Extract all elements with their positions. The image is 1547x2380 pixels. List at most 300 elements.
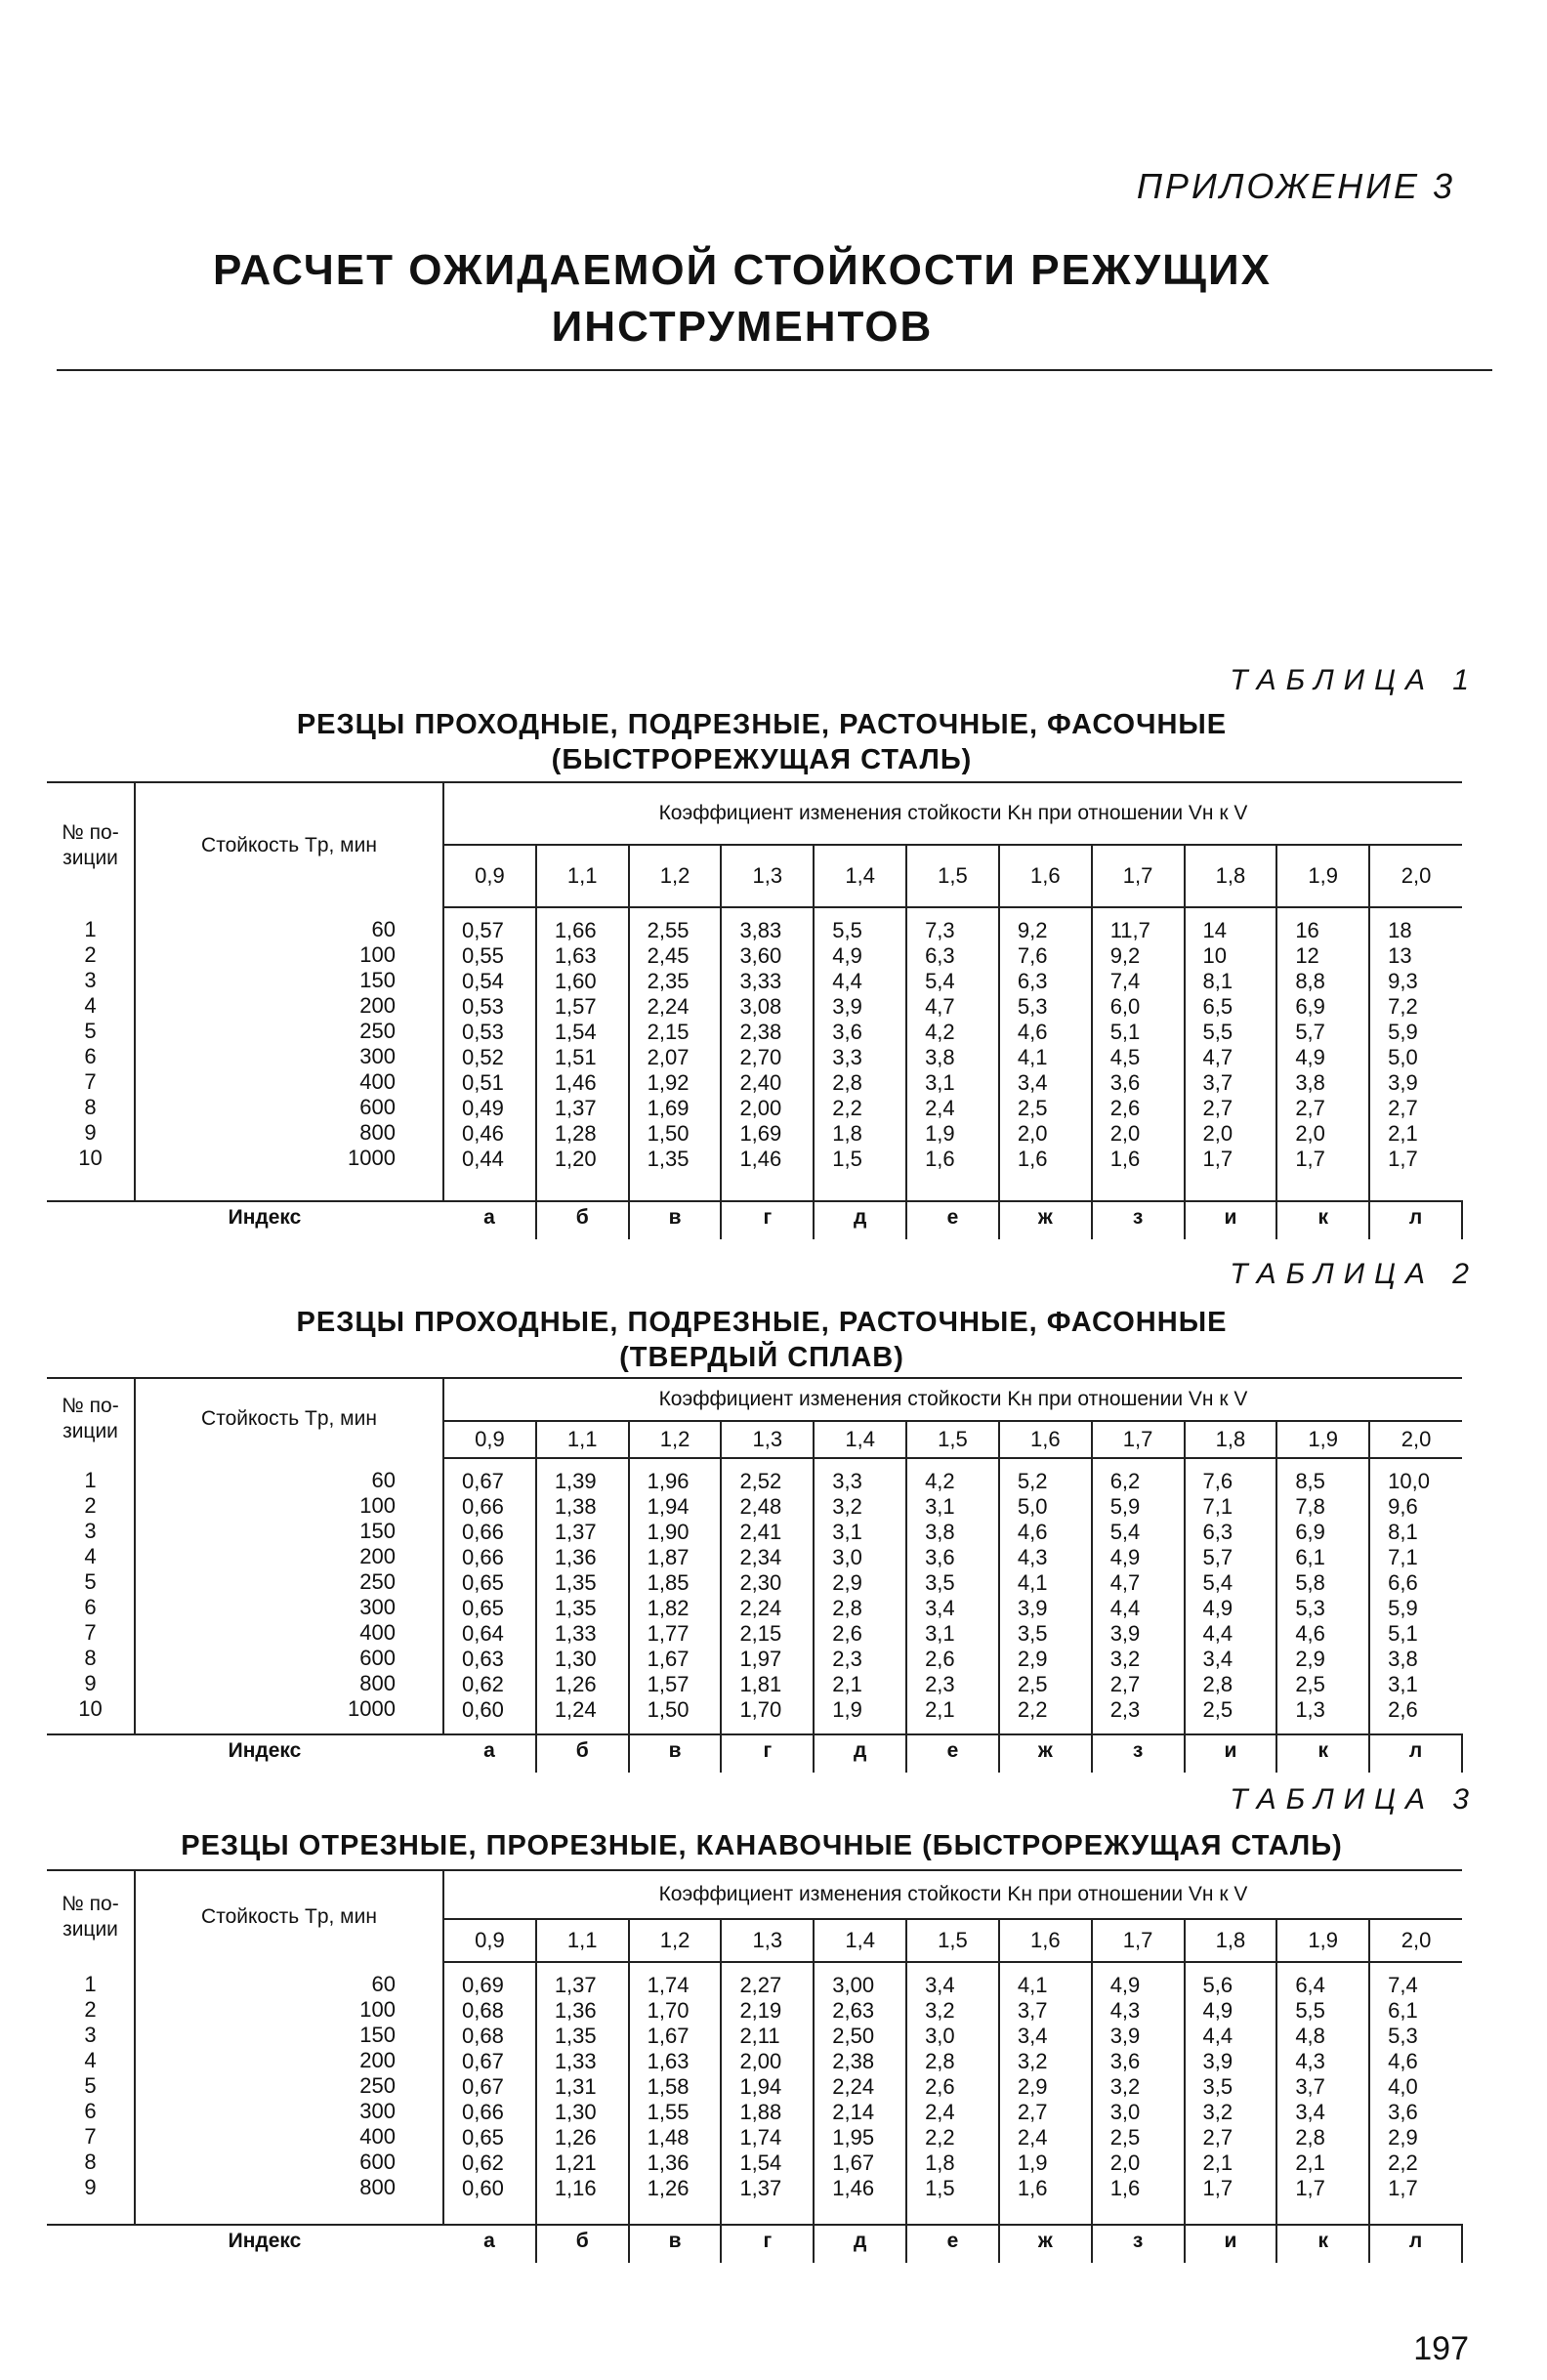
table-cell: 0,67 — [462, 2049, 504, 2073]
page-title-line-1: РАСЧЕТ ОЖИДАЕМОЙ СТОЙКОСТИ РЕЖУЩИХ — [213, 246, 1272, 294]
table-cell: 1,6 — [1017, 1147, 1048, 1171]
table-cell: 60 — [371, 917, 396, 941]
table-cell: 1,67 — [647, 2024, 690, 2048]
table-cell: 5,4 — [1109, 1520, 1141, 1544]
table-cell: 1,36 — [554, 1998, 597, 2023]
index-letter: д — [814, 1734, 906, 1773]
table-cell: 6,3 — [1202, 1520, 1233, 1544]
table-cell: 0,54 — [462, 969, 504, 993]
position-column — [47, 1962, 135, 2225]
table-cell: 4,5 — [1109, 1045, 1141, 1069]
index-letter: г — [721, 1734, 814, 1773]
table-cell: 2,8 — [1295, 2125, 1325, 2150]
table-cell: 4,4 — [1202, 1621, 1233, 1646]
index-letter: и — [1185, 1734, 1277, 1773]
table-cell: 1,85 — [647, 1570, 690, 1595]
table-cell: 1,46 — [739, 1147, 782, 1171]
table-cell: 1,63 — [554, 943, 597, 968]
col-header-position: № по- зиции — [47, 1870, 135, 1962]
table-cell: 1,67 — [647, 1647, 690, 1671]
index-letter: е — [906, 1201, 999, 1239]
table-cell: 1,39 — [554, 1469, 597, 1493]
table-cell: 1,57 — [647, 1672, 690, 1696]
coefficient-column — [1092, 907, 1185, 1201]
table-cell: 2,7 — [1017, 2100, 1048, 2124]
table-cell: 3,00 — [832, 1973, 875, 1997]
table-cell: 6,5 — [1202, 994, 1233, 1019]
table-cell: 5,5 — [1295, 1998, 1325, 2023]
table-grid — [47, 1377, 1463, 1773]
index-letter: а — [443, 1201, 536, 1239]
table-cell: 1,96 — [647, 1469, 690, 1493]
page-number: 197 — [1413, 2330, 1469, 2367]
table-cell: 7,6 — [1202, 1469, 1233, 1493]
ratio-header: 2,0 — [1369, 1421, 1462, 1458]
table-cell: 9,6 — [1388, 1494, 1418, 1519]
table-cell: 0,64 — [462, 1621, 504, 1646]
table-cell: 1,37 — [554, 1973, 597, 1997]
index-label: Индекс — [47, 2225, 443, 2263]
table-cell: 0,66 — [462, 1545, 504, 1569]
table-cell: 4,7 — [925, 994, 955, 1019]
table-cell: 5 — [84, 2073, 97, 2098]
table-cell: 1,55 — [647, 2100, 690, 2124]
col-header-position: № по- зиции — [47, 782, 135, 907]
table-cell: 4,9 — [1202, 1596, 1233, 1620]
table-cell: 7,1 — [1202, 1494, 1233, 1519]
table-cell: 2,8 — [925, 2049, 955, 2073]
table-cell: 300 — [359, 2099, 396, 2123]
table-cell: 2,55 — [647, 918, 690, 942]
table-cell: 3,6 — [832, 1020, 862, 1044]
position-column — [47, 1458, 135, 1734]
table-cell: 3,33 — [739, 969, 782, 993]
table-cell: 2,4 — [925, 2100, 955, 2124]
table-cell: 2,1 — [1202, 2150, 1233, 2175]
table-cell: 2,15 — [739, 1621, 782, 1646]
table-cell: 0,60 — [462, 2176, 504, 2200]
table-cell: 5,3 — [1295, 1596, 1325, 1620]
table-cell: 8,1 — [1202, 969, 1233, 993]
ratio-header: 1,9 — [1276, 1919, 1369, 1962]
table-cell: 4,6 — [1017, 1520, 1048, 1544]
table-cell: 1,9 — [1017, 2150, 1048, 2175]
table-cell: 0,65 — [462, 1596, 504, 1620]
table-cell: 3,7 — [1202, 1070, 1233, 1095]
index-letter: в — [629, 1734, 722, 1773]
ratio-header: 0,9 — [443, 845, 536, 907]
table-cell: 5 — [84, 1019, 97, 1043]
coefficient-column — [443, 907, 536, 1201]
table-cell: 100 — [359, 942, 396, 967]
table-cell: 0,60 — [462, 1697, 504, 1722]
table-cell: 8,1 — [1388, 1520, 1418, 1544]
table-cell: 5,7 — [1295, 1020, 1325, 1044]
table-cell: 4,9 — [1109, 1545, 1141, 1569]
ratio-header: 1,1 — [536, 1421, 629, 1458]
coefficient-column — [536, 907, 629, 1201]
table-cell: 7,4 — [1388, 1973, 1418, 1997]
ratio-header: 1,2 — [629, 1421, 722, 1458]
index-letter: к — [1276, 1201, 1369, 1239]
index-letter: л — [1369, 1201, 1462, 1239]
col-header-durability: Стойкость Tр, мин — [135, 1378, 443, 1458]
ratio-header: 1,3 — [721, 845, 814, 907]
table-cell: 4 — [84, 1544, 97, 1568]
table-cell: 3,5 — [1017, 1621, 1048, 1646]
ratio-header: 1,9 — [1276, 1421, 1369, 1458]
table-cell: 1,87 — [647, 1545, 690, 1569]
table-cell: 3 — [84, 1519, 97, 1543]
index-letter: г — [721, 2225, 814, 2263]
table-cell: 3,1 — [925, 1070, 955, 1095]
table-3-title: РЕЗЦЫ ОТРЕЗНЫЕ, ПРОРЕЗНЫЕ, КАНАВОЧНЫЕ (БЫСТРОРЕЖУЩАЯ СТАЛЬ) — [181, 1830, 1343, 1861]
table-cell: 10 — [78, 1146, 103, 1170]
table-cell: 4 — [84, 993, 97, 1018]
table-cell: 1 — [84, 1468, 97, 1492]
table-cell: 1,37 — [739, 2176, 782, 2200]
table-cell: 10 — [1202, 943, 1227, 968]
table-3-label: ТАБЛИЦА 3 — [1230, 1783, 1479, 1816]
ratio-header: 1,6 — [999, 845, 1092, 907]
table-cell: 3,3 — [832, 1469, 862, 1493]
table-cell: 5,3 — [1388, 2024, 1418, 2048]
table-cell: 3,7 — [1017, 1998, 1048, 2023]
table-cell: 7 — [84, 1069, 97, 1094]
table-cell: 3,1 — [832, 1520, 862, 1544]
ratio-header: 1,8 — [1185, 1421, 1277, 1458]
table-cell: 0,68 — [462, 1998, 504, 2023]
table-cell: 1,66 — [554, 918, 597, 942]
table-cell: 7,1 — [1388, 1545, 1418, 1569]
index-letter: е — [906, 1734, 999, 1773]
table-cell: 1,9 — [832, 1697, 862, 1722]
table-cell: 1,5 — [832, 1147, 862, 1171]
table-cell: 2,52 — [739, 1469, 782, 1493]
table-cell: 2,6 — [925, 2074, 955, 2099]
table-cell: 4,7 — [1202, 1045, 1233, 1069]
table-cell: 600 — [359, 2150, 396, 2174]
table-cell: 2,9 — [1017, 1647, 1048, 1671]
table-cell: 14 — [1202, 918, 1227, 942]
table-cell: 2,00 — [739, 2049, 782, 2073]
table-cell: 1,33 — [554, 1621, 597, 1646]
table-cell: 2,2 — [1017, 1697, 1048, 1722]
table-cell: 3,2 — [1202, 2100, 1233, 2124]
table-cell: 1,81 — [739, 1672, 782, 1696]
table-cell: 9,2 — [1017, 918, 1048, 942]
table-cell: 12 — [1295, 943, 1319, 968]
table-cell: 3,6 — [1109, 1070, 1141, 1095]
table-cell: 0,53 — [462, 1020, 504, 1044]
coefficient-column — [721, 907, 814, 1201]
table-cell: 3,9 — [832, 994, 862, 1019]
table-cell: 1,46 — [832, 2176, 875, 2200]
table-cell: 1,8 — [832, 1121, 862, 1146]
coefficient-column — [999, 1962, 1092, 2225]
table-cell: 4,1 — [1017, 1570, 1048, 1595]
table-cell: 4,3 — [1295, 2049, 1325, 2073]
table-cell: 1,67 — [832, 2150, 875, 2175]
table-cell: 6,9 — [1295, 994, 1325, 1019]
coefficient-column — [1369, 907, 1462, 1201]
table-cell: 0,69 — [462, 1973, 504, 1997]
table-cell: 1,70 — [647, 1998, 690, 2023]
table-cell: 6,9 — [1295, 1520, 1325, 1544]
coefficient-column — [1276, 1458, 1369, 1734]
col-header-durability: Стойкость Tр, мин — [135, 1870, 443, 1962]
table-cell: 2,8 — [1202, 1672, 1233, 1696]
table-cell: 3,8 — [925, 1045, 955, 1069]
table-cell: 7,2 — [1388, 994, 1418, 1019]
durability-column — [135, 907, 443, 1201]
table-cell: 4,1 — [1017, 1973, 1048, 1997]
table-cell: 1,6 — [1109, 2176, 1141, 2200]
ratio-header: 1,4 — [814, 845, 906, 907]
table-cell: 1,50 — [647, 1121, 690, 1146]
table-cell: 6,4 — [1295, 1973, 1325, 1997]
coefficient-column — [814, 1962, 906, 2225]
table-cell: 5,0 — [1017, 1494, 1048, 1519]
table-cell: 2,3 — [832, 1647, 862, 1671]
table-cell: 3,4 — [1017, 1070, 1048, 1095]
table-cell: 1,7 — [1202, 2176, 1233, 2200]
table-cell: 0,63 — [462, 1647, 504, 1671]
table-cell: 2,3 — [1109, 1697, 1141, 1722]
coefficient-column — [906, 907, 999, 1201]
table-cell: 1,26 — [554, 2125, 597, 2150]
coefficient-column — [1369, 1962, 1462, 2225]
table-cell: 2,15 — [647, 1020, 690, 1044]
index-label: Индекс — [47, 1201, 443, 1239]
table-cell: 3,6 — [1388, 2100, 1418, 2124]
table-cell: 5,3 — [1017, 994, 1048, 1019]
table-cell: 800 — [359, 2175, 396, 2199]
table-cell: 4,9 — [1109, 1973, 1141, 1997]
table-cell: 3,1 — [1388, 1672, 1418, 1696]
table-cell: 11,7 — [1109, 918, 1150, 942]
ratio-header: 1,7 — [1092, 845, 1185, 907]
table-cell: 0,53 — [462, 994, 504, 1019]
title-divider — [57, 369, 1492, 371]
table-cell: 2,9 — [832, 1570, 862, 1595]
table-cell: 1,35 — [554, 1570, 597, 1595]
table-cell: 2,1 — [1295, 2150, 1325, 2175]
table-cell: 3,8 — [925, 1520, 955, 1544]
table-cell: 3 — [84, 2023, 97, 2047]
table-cell: 3,4 — [1295, 2100, 1325, 2124]
table-cell: 1,6 — [925, 1147, 955, 1171]
table-cell: 3 — [84, 968, 97, 992]
table-cell: 2,5 — [1295, 1672, 1325, 1696]
table-cell: 2,24 — [739, 1596, 782, 1620]
table-cell: 1,20 — [554, 1147, 597, 1171]
ratio-header: 1,5 — [906, 1421, 999, 1458]
table-cell: 1,35 — [647, 1147, 690, 1171]
ratio-header: 1,1 — [536, 845, 629, 907]
table-cell: 2,8 — [832, 1596, 862, 1620]
table-cell: 1,46 — [554, 1070, 597, 1095]
table-cell: 1,26 — [647, 2176, 690, 2200]
table-cell: 1,26 — [554, 1672, 597, 1696]
table-cell: 200 — [359, 1544, 396, 1568]
table-cell: 3,8 — [1388, 1647, 1418, 1671]
table-cell: 5,0 — [1388, 1045, 1418, 1069]
table-cell: 2,0 — [1017, 1121, 1048, 1146]
table-cell: 18 — [1388, 918, 1412, 942]
table-cell: 200 — [359, 2048, 396, 2072]
table-cell: 1,6 — [1109, 1147, 1141, 1171]
table-cell: 0,67 — [462, 1469, 504, 1493]
table-cell: 1,31 — [554, 2074, 597, 2099]
index-letter: д — [814, 1201, 906, 1239]
table-cell: 0,52 — [462, 1045, 504, 1069]
table-cell: 8 — [84, 2150, 97, 2174]
table-cell: 2,45 — [647, 943, 690, 968]
table-cell: 0,67 — [462, 2074, 504, 2099]
table-cell: 4,7 — [1109, 1570, 1141, 1595]
table-cell: 1,94 — [647, 1494, 690, 1519]
table-cell: 3,5 — [925, 1570, 955, 1595]
table-cell: 800 — [359, 1671, 396, 1695]
table-cell: 1,16 — [554, 2176, 597, 2200]
table-cell: 1,30 — [554, 1647, 597, 1671]
table-cell: 4 — [84, 2048, 97, 2072]
table-cell: 1,33 — [554, 2049, 597, 2073]
index-letter: и — [1185, 2225, 1277, 2263]
table-cell: 1,57 — [554, 994, 597, 1019]
table-cell: 3,1 — [925, 1494, 955, 1519]
table-cell: 4,2 — [925, 1469, 955, 1493]
table-cell: 2,40 — [739, 1070, 782, 1095]
table-cell: 1,54 — [739, 2150, 782, 2175]
table-cell: 8 — [84, 1646, 97, 1670]
table-cell: 3,9 — [1109, 2024, 1141, 2048]
durability-column — [135, 1458, 443, 1734]
table-cell: 1,8 — [925, 2150, 955, 2175]
table-cell: 1,36 — [554, 1545, 597, 1569]
table-cell: 3,6 — [1109, 2049, 1141, 2073]
table-cell: 2,07 — [647, 1045, 690, 1069]
table-cell: 2,5 — [1202, 1697, 1233, 1722]
coefficient-column — [999, 1458, 1092, 1734]
table-grid — [47, 781, 1463, 1239]
table-cell: 0,51 — [462, 1070, 504, 1095]
index-letter: и — [1185, 1201, 1277, 1239]
table-cell: 3,4 — [1017, 2024, 1048, 2048]
table-cell: 2,41 — [739, 1520, 782, 1544]
coefficient-column — [906, 1458, 999, 1734]
table-cell: 7 — [84, 2124, 97, 2149]
table-cell: 2,4 — [925, 1096, 955, 1120]
index-letter: в — [629, 1201, 722, 1239]
table-cell: 1,82 — [647, 1596, 690, 1620]
table-cell: 8,5 — [1295, 1469, 1325, 1493]
table-cell: 0,65 — [462, 1570, 504, 1595]
table-cell: 2,0 — [1109, 2150, 1141, 2175]
table-cell: 1,38 — [554, 1494, 597, 1519]
table-cell: 2,1 — [925, 1697, 955, 1722]
table-cell: 3,2 — [925, 1998, 955, 2023]
coefficient-column — [1092, 1962, 1185, 2225]
table-cell: 1,9 — [925, 1121, 955, 1146]
table-cell: 800 — [359, 1120, 396, 1145]
table-cell: 2,24 — [832, 2074, 875, 2099]
table-cell: 9,2 — [1109, 943, 1141, 968]
ratio-header: 1,4 — [814, 1919, 906, 1962]
table-cell: 1,54 — [554, 1020, 597, 1044]
ratio-header: 1,7 — [1092, 1421, 1185, 1458]
table-cell: 5,9 — [1388, 1596, 1418, 1620]
table-cell: 1 — [84, 1972, 97, 1996]
table-cell: 0,49 — [462, 1096, 504, 1120]
table-cell: 4,9 — [832, 943, 862, 968]
table-cell: 1,37 — [554, 1096, 597, 1120]
table-cell: 1000 — [348, 1696, 396, 1721]
table-cell: 7 — [84, 1620, 97, 1645]
table-cell: 400 — [359, 2124, 396, 2149]
table-cell: 5,2 — [1017, 1469, 1048, 1493]
ratio-header: 1,2 — [629, 845, 722, 907]
table-cell: 5,9 — [1388, 1020, 1418, 1044]
table-cell: 1,88 — [739, 2100, 782, 2124]
coefficient-column — [1092, 1458, 1185, 1734]
table-cell: 1,60 — [554, 969, 597, 993]
table-cell: 1,70 — [739, 1697, 782, 1722]
coefficient-header: Коэффициент изменения стойкости Kн при отношении Vн к V — [443, 782, 1462, 845]
table-cell: 10 — [78, 1696, 103, 1721]
index-letter: б — [536, 1734, 629, 1773]
table-cell: 0,62 — [462, 2150, 504, 2175]
coefficient-column — [629, 907, 722, 1201]
table-cell: 7,3 — [925, 918, 955, 942]
table-cell: 0,46 — [462, 1121, 504, 1146]
table-cell: 1,48 — [647, 2125, 690, 2150]
table-cell: 3,3 — [832, 1045, 862, 1069]
index-letter: л — [1369, 2225, 1462, 2263]
table-cell: 2,8 — [832, 1070, 862, 1095]
table-cell: 2 — [84, 1997, 97, 2022]
table-cell: 2,6 — [1388, 1697, 1418, 1722]
index-letter: к — [1276, 2225, 1369, 2263]
ratio-header: 2,0 — [1369, 845, 1462, 907]
index-letter: к — [1276, 1734, 1369, 1773]
table-cell: 60 — [371, 1468, 396, 1492]
table-cell: 4,3 — [1109, 1998, 1141, 2023]
table-cell: 3,9 — [1017, 1596, 1048, 1620]
table-cell: 4,4 — [1202, 2024, 1233, 2048]
table-cell: 2,19 — [739, 1998, 782, 2023]
table-cell: 2,1 — [1388, 1121, 1418, 1146]
table-cell: 1,21 — [554, 2150, 597, 2175]
table-cell: 2,0 — [1295, 1121, 1325, 1146]
table-cell: 1,77 — [647, 1621, 690, 1646]
table-cell: 4,0 — [1388, 2074, 1418, 2099]
coefficient-column — [721, 1458, 814, 1734]
table-cell: 4,2 — [925, 1020, 955, 1044]
table-cell: 2,35 — [647, 969, 690, 993]
ratio-header: 1,3 — [721, 1421, 814, 1458]
coefficient-column — [906, 1962, 999, 2225]
table-cell: 6,2 — [1109, 1469, 1141, 1493]
coefficient-column — [629, 1458, 722, 1734]
table-cell: 2,5 — [1109, 2125, 1141, 2150]
table-cell: 6 — [84, 1044, 97, 1068]
table-cell: 9,3 — [1388, 969, 1418, 993]
table-cell: 1 — [84, 917, 97, 941]
table-cell: 250 — [359, 1019, 396, 1043]
table-cell: 1,58 — [647, 2074, 690, 2099]
